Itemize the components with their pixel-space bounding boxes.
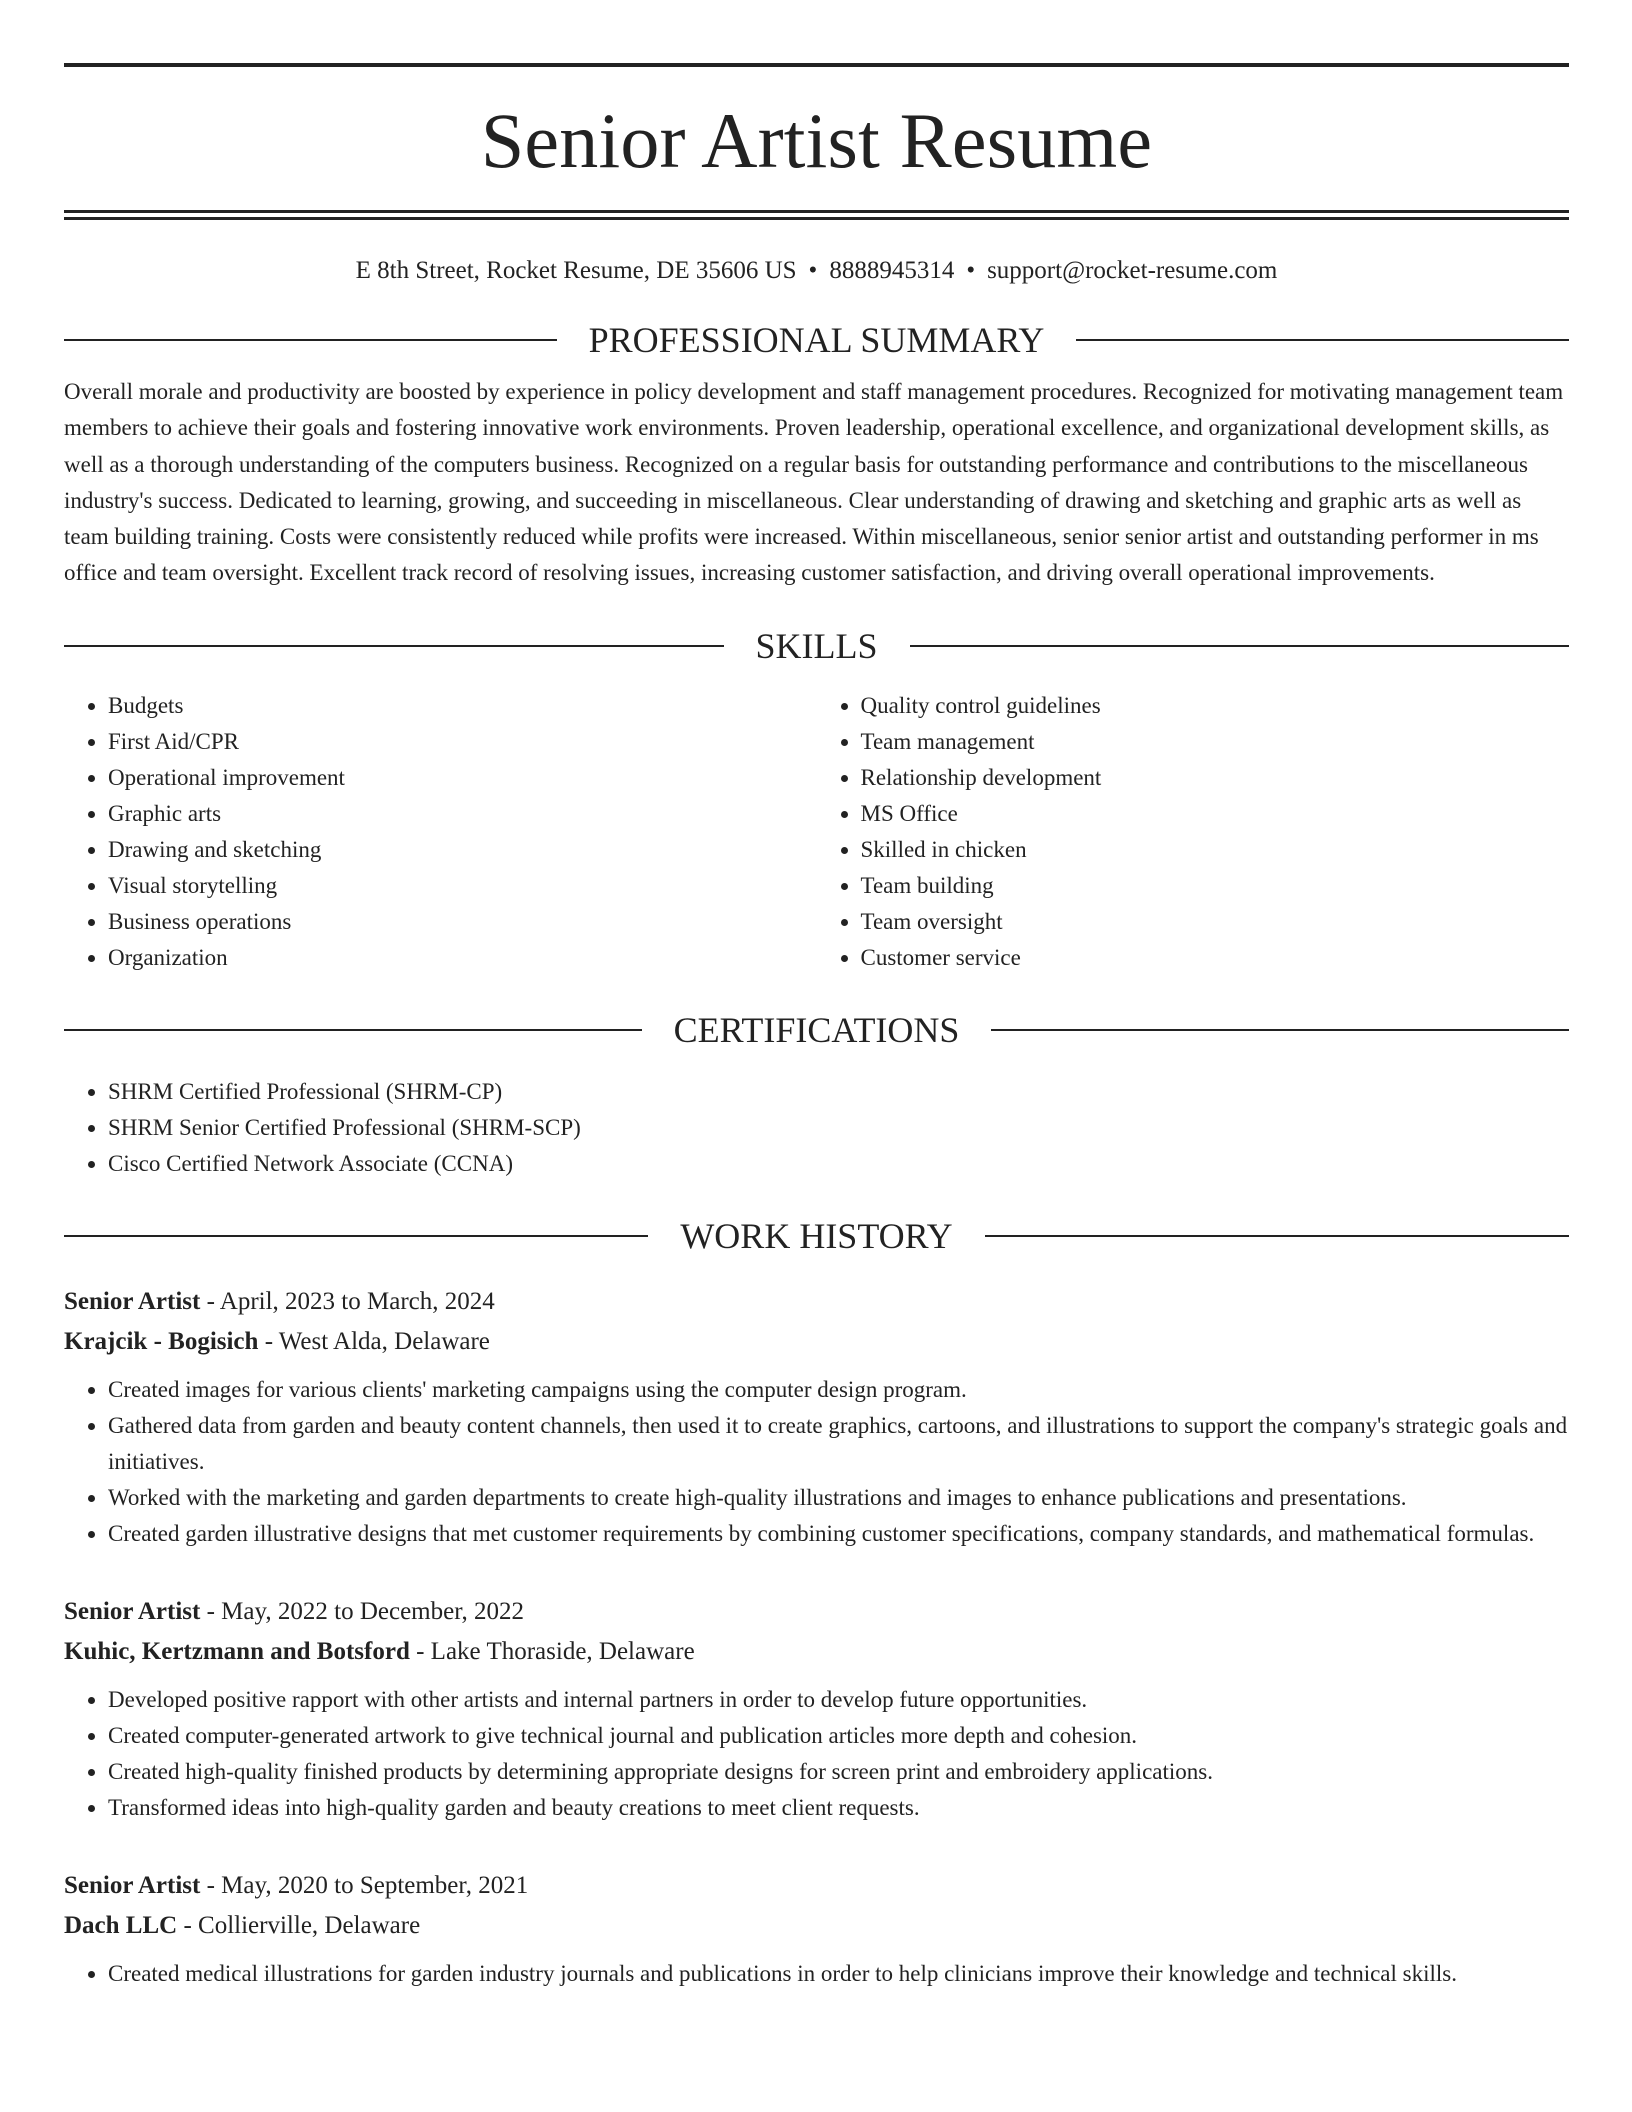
work-history-heading-label: WORK HISTORY (680, 1215, 953, 1256)
skill-item: • Team building (861, 868, 1570, 904)
skill-item: • Organization (108, 940, 817, 976)
job-dates: - April, 2023 to March, 2024 (200, 1287, 495, 1315)
heading-rule-right (910, 645, 1570, 647)
page-title: Senior Artist Resume (480, 97, 1153, 184)
top-rule (64, 63, 1569, 67)
skill-item: • Team management (861, 724, 1570, 760)
summary-heading-label: PROFESSIONAL SUMMARY (588, 320, 1045, 360)
summary-text: Overall morale and productivity are boosted by experience in policy development and staff management procedures. Recognized for motivating management team members to achieve their goals and fostering innovative work environments. Proven leadership, operational excellence, and organizational development skills, as well as a thorough understanding of the computers business. Recognized on a regular basis for outstanding performance and contributions to the miscellaneous industry's success. Dedicated to learning, growing, and succeeding in miscellaneous. Clear understanding of drawing and sketching and graphic arts as well as team building training. Costs were consistently reduced while profits were increased. Within miscellaneous, senior senior artist and outstanding performer in ms office and team oversight. Excellent track record of resolving issues, increasing customer satisfaction, and driving overall operational improvements. (64, 379, 1564, 586)
heading-rule-left (64, 1235, 648, 1237)
heading-rule-right (1076, 339, 1569, 341)
job-location: - West Alda, Delaware (258, 1327, 490, 1355)
job-bullet: • Developed positive rapport with other artists and internal partners in order to develop future opportunities. (108, 1682, 1569, 1718)
job-entry (64, 1866, 1569, 1992)
certifications-heading-label: CERTIFICATIONS (673, 1009, 960, 1050)
skills-heading (64, 626, 1569, 666)
skill-item: • Skilled in chicken (861, 832, 1570, 868)
skill-item: • Operational improvement (108, 760, 817, 796)
contact-separator: • (966, 257, 976, 284)
job-bullet: • Gathered data from garden and beauty content channels, then used it to create graphics, cartoons, and illustrations to support the company's strategic goals and initiatives. (108, 1408, 1569, 1480)
resume-page (64, 0, 1569, 1992)
heading-rule-left (64, 645, 724, 647)
job-company-line (64, 1632, 1569, 1672)
job-bullet: • Created high-quality finished products by determining appropriate designs for screen print and embroidery applications. (108, 1754, 1569, 1790)
job-title-line (64, 1592, 1569, 1632)
certification-item: • SHRM Certified Professional (SHRM-CP) (108, 1074, 1569, 1110)
skills-columns (64, 688, 1569, 976)
heading-rule-left (64, 339, 557, 341)
certification-item: • SHRM Senior Certified Professional (SHRM-SCP) (108, 1110, 1569, 1146)
job-bullet: • Created images for various clients' marketing campaigns using the computer design program. (108, 1372, 1569, 1408)
job-bullets (64, 1956, 1569, 1992)
skill-item: • Graphic arts (108, 796, 817, 832)
job-title: Senior Artist (64, 1287, 201, 1315)
job-company: Kuhic, Kertzmann and Botsford (64, 1637, 410, 1665)
skill-item: • Drawing and sketching (108, 832, 817, 868)
heading-rule-right (985, 1235, 1569, 1237)
job-company: Krajcik - Bogisich (64, 1327, 259, 1355)
job-title-line (64, 1282, 1569, 1322)
certification-item: • Cisco Certified Network Associate (CCNA) (108, 1146, 1569, 1182)
job-bullet: • Created medical illustrations for garden industry journals and publications in order to help clinicians improve their knowledge and technical skills. (108, 1956, 1569, 1992)
contact-email: support@rocket-resume.com (987, 257, 1278, 284)
skill-item: • First Aid/CPR (108, 724, 817, 760)
skill-item: • Quality control guidelines (861, 688, 1570, 724)
job-bullet: • Created garden illustrative designs that met customer requirements by combining customer specifications, company standards, and mathematical formulas. (108, 1516, 1569, 1552)
skill-item: • Team oversight (861, 904, 1570, 940)
certifications-heading (64, 1010, 1569, 1050)
job-title-line (64, 1866, 1569, 1906)
contact-phone: 8888945314 (829, 257, 955, 284)
skill-item: • Relationship development (861, 760, 1570, 796)
job-location: - Collierville, Delaware (177, 1911, 421, 1939)
summary-heading (64, 320, 1569, 360)
job-entry (64, 1282, 1569, 1552)
job-location: - Lake Thoraside, Delaware (409, 1637, 695, 1665)
skills-heading-label: SKILLS (755, 625, 878, 666)
heading-rule-right (991, 1029, 1569, 1031)
job-company: Dach LLC (64, 1911, 178, 1939)
job-bullet: • Transformed ideas into high-quality garden and beauty creations to meet client requests. (108, 1790, 1569, 1826)
skills-list-left (64, 688, 817, 976)
heading-rule-left (64, 1029, 642, 1031)
skill-item: • Visual storytelling (108, 868, 817, 904)
job-title: Senior Artist (64, 1871, 201, 1899)
skill-item: • Business operations (108, 904, 817, 940)
skill-item: • Customer service (861, 940, 1570, 976)
contact-separator: • (808, 257, 818, 284)
job-company-line (64, 1906, 1569, 1946)
job-bullets (64, 1372, 1569, 1552)
job-dates: - May, 2020 to September, 2021 (200, 1871, 529, 1899)
work-history-heading (64, 1216, 1569, 1256)
job-company-line (64, 1322, 1569, 1362)
job-title: Senior Artist (64, 1597, 201, 1625)
certifications-list (64, 1074, 1569, 1182)
skill-item: • MS Office (861, 796, 1570, 832)
title-double-rule (64, 210, 1569, 220)
skills-list-right (817, 688, 1570, 976)
job-bullet: • Created computer-generated artwork to give technical journal and publication articles more depth and cohesion. (108, 1718, 1569, 1754)
job-dates: - May, 2022 to December, 2022 (200, 1597, 525, 1625)
contact-line (64, 256, 1569, 286)
job-bullets (64, 1682, 1569, 1826)
job-bullet: • Worked with the marketing and garden departments to create high-quality illustrations and images to enhance publications and presentations. (108, 1480, 1569, 1516)
skill-item: • Budgets (108, 688, 817, 724)
contact-address: E 8th Street, Rocket Resume, DE 35606 US (355, 257, 797, 284)
job-entry (64, 1592, 1569, 1826)
